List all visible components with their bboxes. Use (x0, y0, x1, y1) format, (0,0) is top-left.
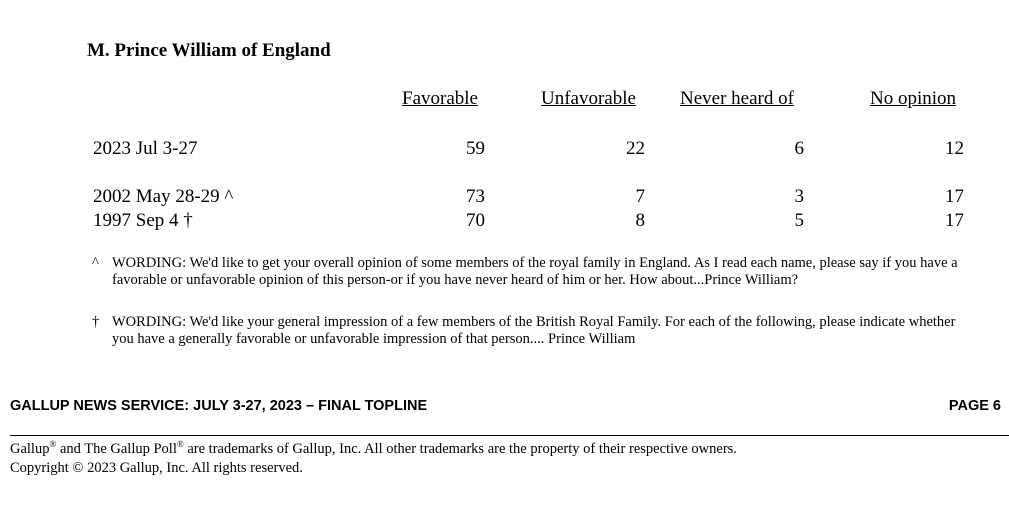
column-header-favorable: Favorable (402, 88, 478, 109)
trademark-notice (10, 439, 737, 459)
cell-favorable: 70 (466, 210, 485, 231)
trademark-gallup: Gallup (10, 441, 50, 457)
footnote-text: WORDING: We'd like your general impression of a few members of the British Royal Family. For each of the following, please indicate whether you have a generally favorable or unfavorable impression of that person.... Prince William (112, 314, 956, 347)
footnote-mark: ^ (92, 255, 99, 271)
footer-divider (10, 435, 1009, 436)
registered-mark: ® (176, 439, 184, 450)
footnote-caret (92, 255, 972, 289)
cell-never-heard-of: 3 (794, 186, 804, 207)
trademark-poll: and The Gallup Poll (56, 441, 177, 457)
registered-mark: ® (49, 439, 57, 450)
footnote-text: WORDING: We'd like to get your overall opinion of some members of the royal family in England. As I read each name, please say if you have a favorable or unfavorable opinion of this person-or if you have never heard of him or her. How about...Prince William? (112, 255, 958, 288)
cell-favorable: 59 (466, 138, 485, 159)
cell-never-heard-of: 6 (794, 138, 804, 159)
cell-never-heard-of: 5 (794, 210, 804, 231)
cell-unfavorable: 7 (635, 186, 645, 207)
cell-no-opinion: 17 (945, 210, 964, 231)
copyright-notice: Copyright © 2023 Gallup, Inc. All rights reserved. (10, 460, 303, 476)
column-header-no-opinion: No opinion (870, 88, 957, 109)
row-label: 2023 Jul 3-27 (93, 138, 198, 159)
row-label: 1997 Sep 4 † (93, 210, 193, 231)
cell-no-opinion: 17 (945, 186, 964, 207)
row-label: 2002 May 28-29 ^ (93, 186, 234, 207)
cell-favorable: 73 (466, 186, 485, 207)
column-header-never-heard-of: Never heard of (680, 88, 794, 109)
cell-unfavorable: 8 (635, 210, 645, 231)
footnote-mark: † (92, 314, 100, 330)
footer-service-title: GALLUP NEWS SERVICE: JULY 3-27, 2023 – FINAL TOPLINE (10, 398, 428, 414)
column-header-unfavorable: Unfavorable (541, 88, 636, 109)
page-title: M. Prince William of England (87, 40, 331, 61)
cell-unfavorable: 22 (626, 138, 645, 159)
trademark-rest: are trademarks of Gallup, Inc. All other trademarks are the property of their respective owners. (183, 441, 737, 457)
footnote-dagger (92, 314, 972, 348)
cell-no-opinion: 12 (945, 138, 964, 159)
page-number: PAGE 6 (948, 398, 1001, 414)
